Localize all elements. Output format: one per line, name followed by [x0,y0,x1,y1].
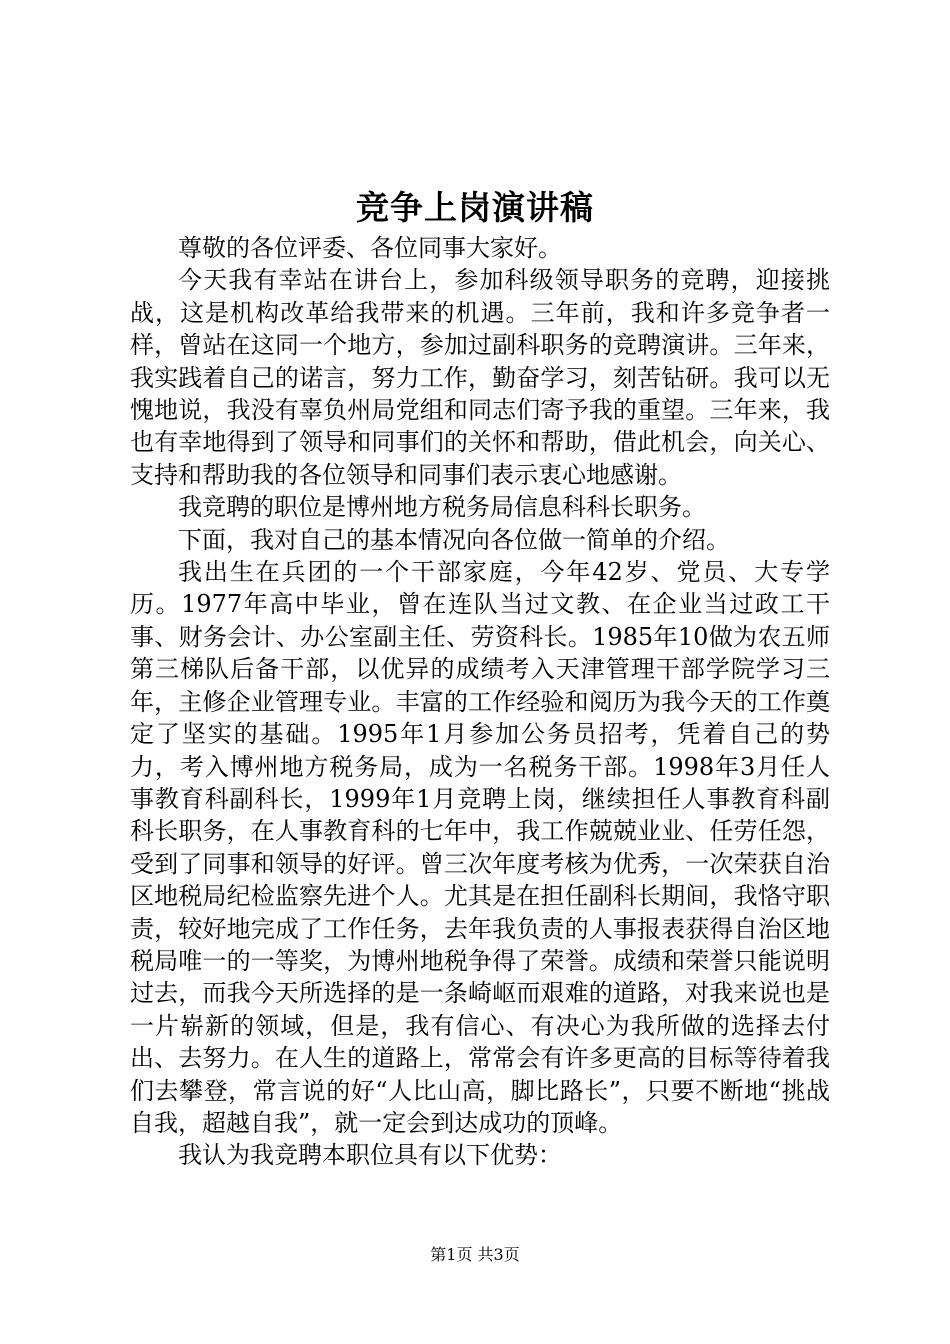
paragraph-position: 我竞聘的职位是博州地方税务局信息科科长职务。 [178,493,706,522]
page-footer: 第1页 共3页 [430,1245,520,1264]
paragraph-background: 我出生在兵团的一个干部家庭，今年42岁、党员、大专学历。1977年高中毕业，曾在连队当过文教、在企业当过政工干事、财务会计、办公室副主任、劳资科长。1985年10做为农五师第三梯队后备干部，以优异的成绩考入天津管理干部学院学习三年，主修企业管理专业。丰富的工作经验和阅历为我今天的工作奠定了坚实的基础。1995年1月参加公务员招考，凭着自己的势力，考入博州地方税务局，成为一名税务干部。1998年3月任人事教育科副科长，1999年1月竞聘上岗，继续担任人事教育科副科长职务，在人事教育科的七年中，我工作兢兢业业、任劳任怨，受到了同事和领导的好评。曾三次年度考核为优秀，一次荣获自治区地税局纪检监察先进个人。尤其是在担任副科长期间，我恪守职责，较好地完成了工作任务，去年我负责的人事报表获得自治区地税局唯一的一等奖，为博州地税争得了荣誉。成绩和荣誉只能说明过去，而我今天所选择的是一条崎岖而艰难的道路，对我来说也是一片崭新的领域，但是，我有信心、有决心为我所做的选择去付出、去努力。在人生的道路上，常常会有许多更高的目标等待着我们去攀登，常言说的好“人比山高，脚比路长”，只要不断地“挑战自我，超越自我”，就一定会到达成功的顶峰。 [130,558,830,1137]
document-body [130,232,830,1172]
paragraph-intro: 下面，我对自己的基本情况向各位做一简单的介绍。 [178,525,730,554]
document-title: 竞争上岗演讲稿 [356,188,594,227]
paragraph-opening: 今天我有幸站在讲台上，参加科级领导职务的竞聘，迎接挑战，这是机构改革给我带来的机遇。三年前，我和许多竞争者一样，曾站在这同一个地方，参加过副科职务的竞聘演讲。三年来，我实践着自己的诺言，努力工作，勤奋学习，刻苦钻研。我可以无愧地说，我没有辜负州局党组和同志们寄予我的重望。三年来，我也有幸地得到了领导和同事们的关怀和帮助，借此机会，向关心、支持和帮助我的各位领导和同事们表示衷心地感谢。 [130,266,830,489]
paragraph-advantages: 我认为我竞聘本职位具有以下优势： [178,1141,562,1170]
paragraph-greeting: 尊敬的各位评委、各位同事大家好。 [178,234,562,262]
